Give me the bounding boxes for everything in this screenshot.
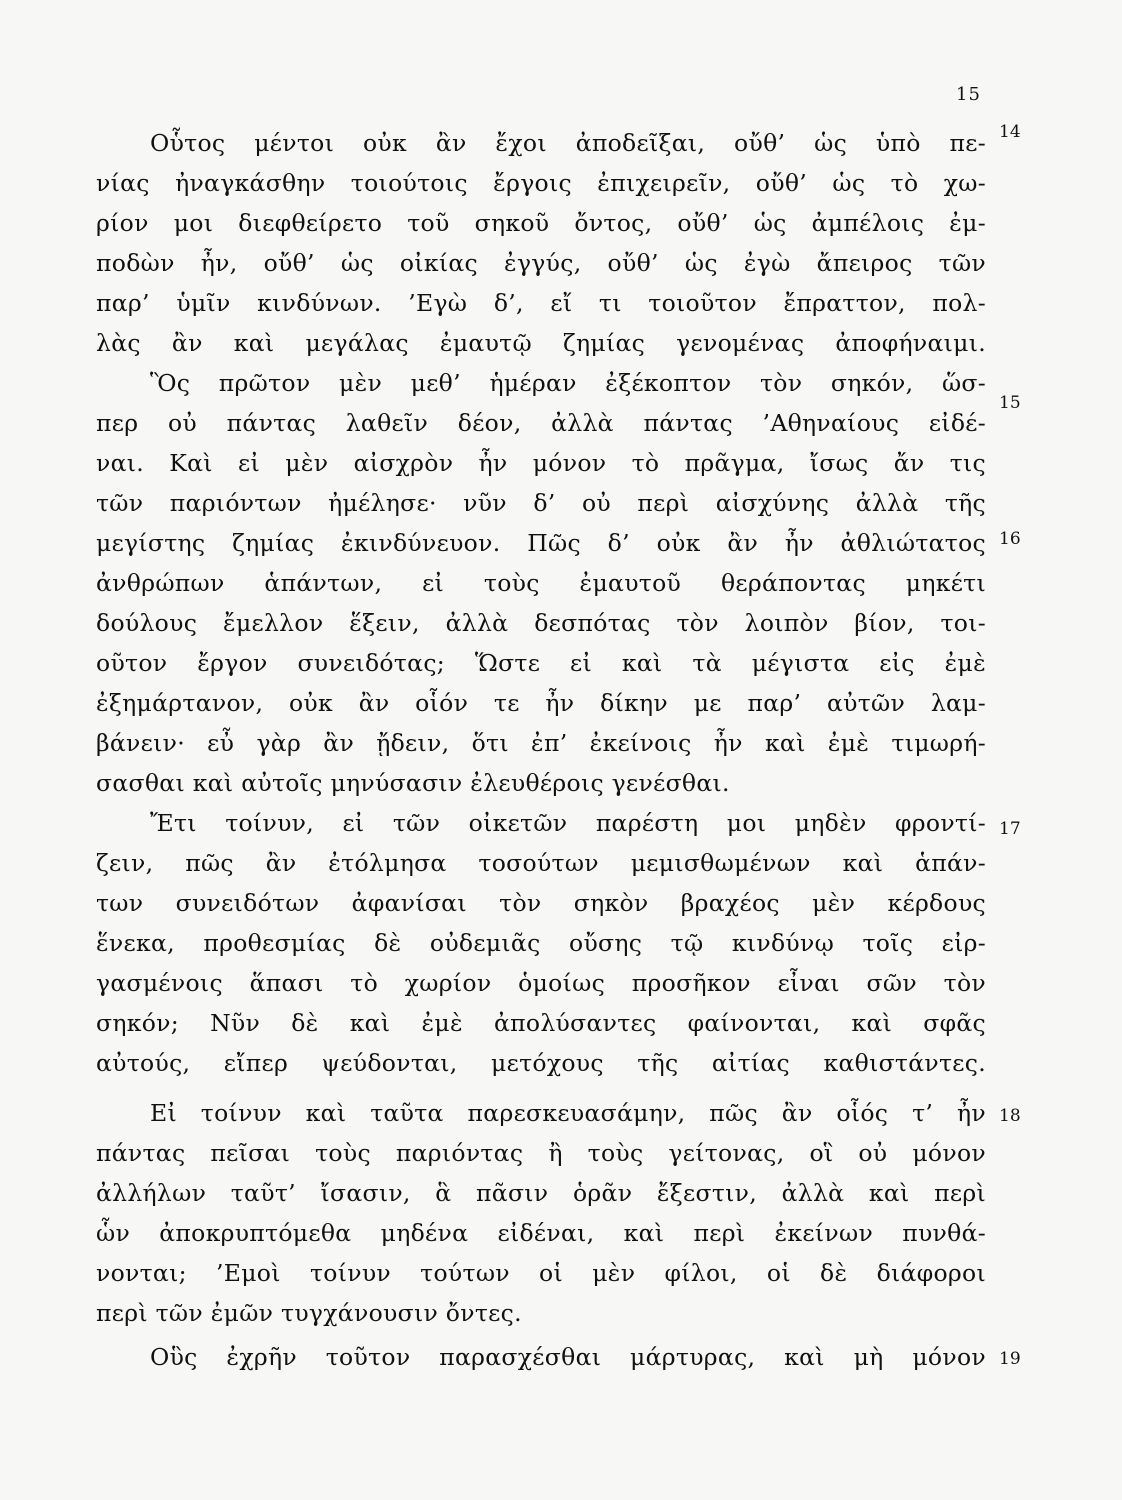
text-line: ἀνθρώπων ἁπάντων, εἰ τοὺς ἐμαυτοῦ θεράποντας μηκέτι <box>96 569 986 597</box>
text-line: ναι. Καὶ εἰ μὲν αἰσχρὸν ἦν μόνον τὸ πρᾶγμα, ἴσως ἄν τις <box>96 449 986 477</box>
text-line: των συνειδότων ἀφανίσαι τὸν σηκὸν βραχέος μὲν κέρδους <box>96 889 986 917</box>
text-line: Εἰ τοίνυν καὶ ταῦτα παρεσκευασάμην, πῶς ἂν οἷός τ’ ἦν <box>150 1099 986 1127</box>
section-number: 18 <box>999 1106 1021 1126</box>
page-number: 15 <box>956 84 981 105</box>
text-line: Ὃς πρῶτον μὲν μεθ’ ἡμέραν ἐξέκοπτον τὸν σηκόν, ὥσ- <box>150 369 986 397</box>
text-line: δούλους ἔμελλον ἕξειν, ἀλλὰ δεσπότας τὸν λοιπὸν βίον, τοι- <box>96 609 986 637</box>
text-line: ἀλλήλων ταῦτ’ ἴσασιν, ἃ πᾶσιν ὁρᾶν ἔξεστιν, ἀλλὰ καὶ περὶ <box>96 1179 986 1207</box>
text-line: Ἔτι τοίνυν, εἰ τῶν οἰκετῶν παρέστη μοι μηδὲν φροντί- <box>150 809 986 837</box>
text-line: αὐτούς, εἴπερ ψεύδονται, μετόχους τῆς αἰτίας καθιστάντες. <box>96 1049 986 1077</box>
text-line: λὰς ἂν καὶ μεγάλας ἐμαυτῷ ζημίας γενομένας ἀποφήναιμι. <box>96 329 986 357</box>
text-line: νίας ἠναγκάσθην τοιούτοις ἔργοις ἐπιχειρεῖν, οὔθ’ ὡς τὸ χω- <box>96 169 986 197</box>
text-line: ἕνεκα, προθεσμίας δὲ οὐδεμιᾶς οὔσης τῷ κινδύνῳ τοῖς εἰρ- <box>96 929 986 957</box>
text-line: σασθαι καὶ αὐτοῖς μηνύσασιν ἐλευθέροις γενέσθαι. <box>96 769 730 797</box>
text-line: περὶ τῶν ἐμῶν τυγχάνουσιν ὄντες. <box>96 1299 522 1327</box>
text-line: πάντας πεῖσαι τοὺς παριόντας ἢ τοὺς γείτονας, οἳ οὐ μόνον <box>96 1139 986 1167</box>
section-number: 14 <box>999 122 1021 142</box>
text-line: ζειν, πῶς ἂν ἐτόλμησα τοσούτων μεμισθωμένων καὶ ἁπάν- <box>96 849 986 877</box>
text-line: οῦτον ἔργον συνειδότας; Ὥστε εἰ καὶ τὰ μέγιστα εἰς ἐμὲ <box>96 649 986 677</box>
text-line: ὧν ἀποκρυπτόμεθα μηδένα εἰδέναι, καὶ περὶ ἐκείνων πυνθά- <box>96 1219 986 1247</box>
section-number: 19 <box>999 1349 1021 1369</box>
text-line: μεγίστης ζημίας ἐκινδύνευον. Πῶς δ’ οὐκ ἂν ἦν ἀθλιώτατος <box>96 529 986 557</box>
text-line: ἐξημάρτανον, οὐκ ἂν οἷόν τε ἦν δίκην με παρ’ αὐτῶν λαμ- <box>96 689 986 717</box>
text-line: τῶν παριόντων ἠμέλησε· νῦν δ’ οὐ περὶ αἰσχύνης ἀλλὰ τῆς <box>96 489 986 517</box>
section-number: 17 <box>999 819 1021 839</box>
text-line: Οὓς ἐχρῆν τοῦτον παρασχέσθαι μάρτυρας, καὶ μὴ μόνον <box>150 1343 986 1371</box>
text-line: παρ’ ὑμῖν κινδύνων. ’Εγὼ δ’, εἴ τι τοιοῦτον ἔπραττον, πολ- <box>96 289 986 317</box>
text-line: νονται; ’Εμοὶ τοίνυν τούτων οἱ μὲν φίλοι, οἱ δὲ διάφοροι <box>96 1259 986 1287</box>
text-line: βάνειν· εὖ γὰρ ἂν ᾔδειν, ὅτι ἐπ’ ἐκείνοις ἦν καὶ ἐμὲ τιμωρή- <box>96 729 986 757</box>
text-line: ποδὼν ἦν, οὔθ’ ὡς οἰκίας ἐγγύς, οὔθ’ ὡς ἐγὼ ἄπειρος τῶν <box>96 249 986 277</box>
text-line: γασμένοις ἅπασι τὸ χωρίον ὁμοίως προσῆκον εἶναι σῶν τὸν <box>96 969 986 997</box>
text-line: Οὗτος μέντοι οὐκ ἂν ἔχοι ἀποδεῖξαι, οὔθ’ ὡς ὑπὸ πε- <box>150 129 986 157</box>
text-line: σηκόν; Νῦν δὲ καὶ ἐμὲ ἀπολύσαντες φαίνονται, καὶ σφᾶς <box>96 1009 986 1037</box>
text-line: ρίον μοι διεφθείρετο τοῦ σηκοῦ ὄντος, οὔθ’ ὡς ἀμπέλοις ἐμ- <box>96 209 986 237</box>
section-number: 15 <box>999 393 1021 413</box>
text-line: περ οὐ πάντας λαθεῖν δέον, ἀλλὰ πάντας ’Αθηναίους εἰδέ- <box>96 409 986 437</box>
section-number: 16 <box>999 529 1021 549</box>
